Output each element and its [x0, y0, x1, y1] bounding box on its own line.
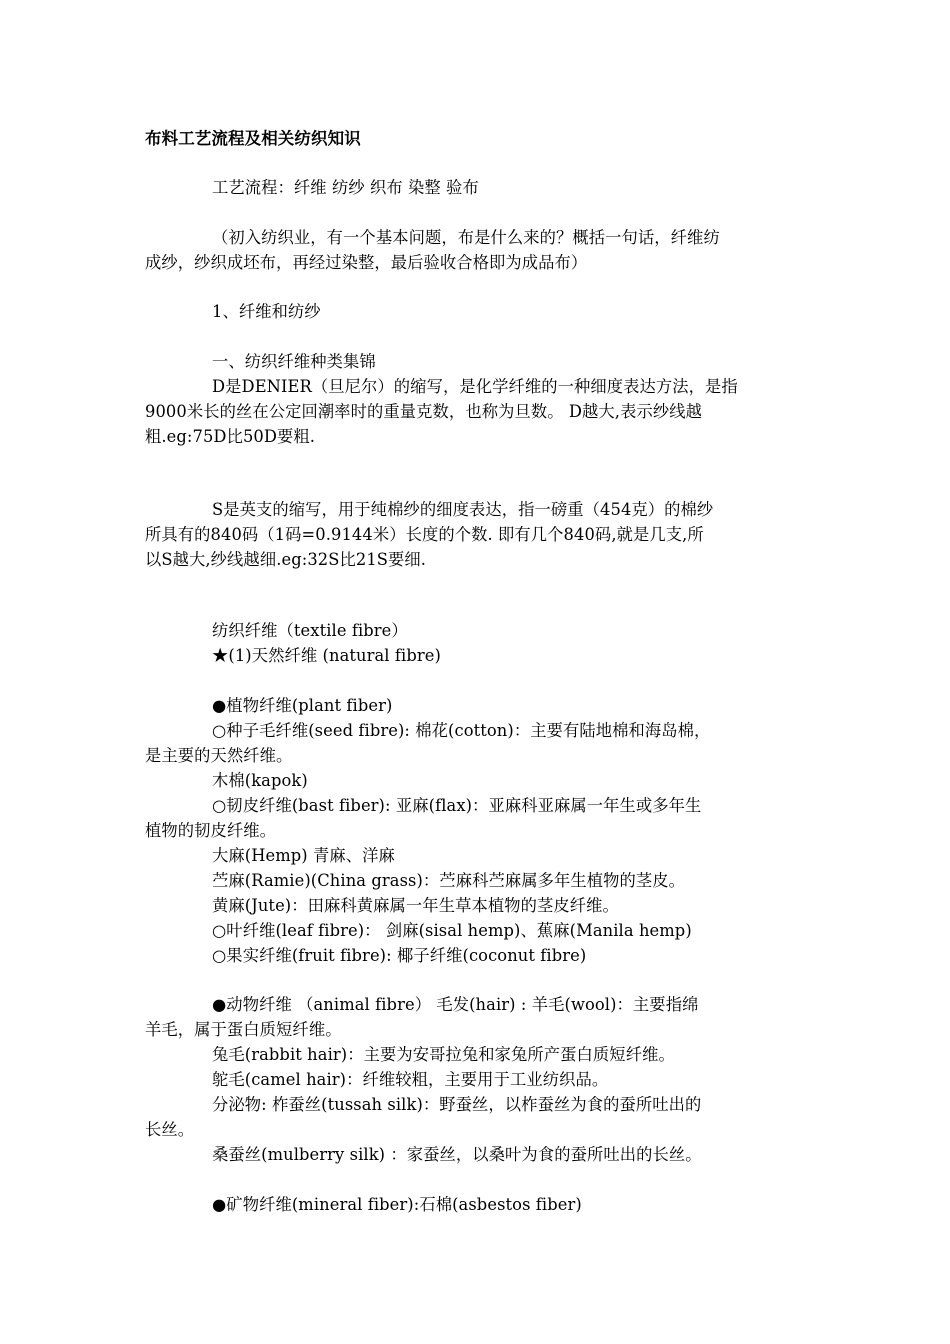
- denier-line-2: 9000米长的丝在公定回潮率时的重量克数，也称为旦数。 D越大,表示纱线越: [145, 402, 702, 421]
- rabbit-hair-line: 兔毛(rabbit hair)：主要为安哥拉兔和家兔所产蛋白质短纤维。: [212, 1045, 675, 1064]
- jute-line: 黄麻(Jute)：田麻科黄麻属一年生草本植物的茎皮纤维。: [212, 896, 619, 915]
- camel-hair-line: 鸵毛(camel hair)：纤维较粗，主要用于工业纺织品。: [212, 1070, 609, 1089]
- bast-fiber-line-1: ○韧皮纤维(bast fiber): 亚麻(flax)：亚麻科亚麻属一年生或多年生: [212, 796, 702, 815]
- tussah-silk-line-1: 分泌物: 柞蚕丝(tussah silk)：野蚕丝，以柞蚕丝为食的蚕所吐出的: [212, 1095, 702, 1114]
- s-count-line-1: S是英支的缩写，用于纯棉纱的细度表达，指一磅重（454克）的棉纱: [212, 500, 714, 519]
- s-count-line-3: 以S越大,纱线越细.eg:32S比21S要细.: [145, 550, 427, 569]
- s-count-line-2: 所具有的840码（1码=0.9144米）长度的个数. 即有几个840码,就是几支,所: [145, 525, 704, 544]
- leaf-fibre-line: ○叶纤维(leaf fibre)： 剑麻(sisal hemp)、蕉麻(Manila hemp): [212, 921, 692, 940]
- animal-fibre-line-1: ●动物纤维 （animal fibre） 毛发(hair) : 羊毛(wool)：主要指绵: [212, 995, 699, 1014]
- animal-fibre-line-2: 羊毛，属于蛋白质短纤维。: [145, 1020, 342, 1039]
- document-title: 布料工艺流程及相关纺织知识: [145, 129, 361, 148]
- textile-fibre-heading: 纺织纤维（textile fibre）: [212, 621, 408, 640]
- fruit-fibre-line: ○果实纤维(fruit fibre): 椰子纤维(coconut fibre): [212, 946, 587, 965]
- subsection-heading: 一、纺织纤维种类集锦: [212, 352, 376, 371]
- mineral-fiber-line: ●矿物纤维(mineral fiber):石棉(asbestos fiber): [212, 1195, 582, 1214]
- intro-line-2: 成纱，纱织成坯布，再经过染整，最后验收合格即为成品布）: [145, 253, 588, 272]
- seed-fibre-line-1: ○种子毛纤维(seed fibre): 棉花(cotton)：主要有陆地棉和海岛棉，: [212, 721, 711, 740]
- denier-line-1: D是DENIER（旦尼尔）的缩写，是化学纤维的一种细度表达方法，是指: [212, 377, 738, 396]
- section-heading-1: 1、纤维和纺纱: [212, 302, 321, 321]
- kapok-line: 木棉(kapok): [212, 771, 308, 790]
- denier-line-3: 粗.eg:75D比50D要粗.: [145, 427, 316, 446]
- ramie-line: 苎麻(Ramie)(China grass)：苎麻科苎麻属多年生植物的茎皮。: [212, 871, 686, 890]
- seed-fibre-line-2: 是主要的天然纤维。: [145, 746, 293, 765]
- mulberry-silk-line: 桑蚕丝(mulberry silk) ：家蚕丝，以桑叶为食的蚕所吐出的长丝。: [212, 1145, 702, 1164]
- tussah-silk-line-2: 长丝。: [145, 1120, 195, 1139]
- process-line: 工艺流程：纤维 纺纱 织布 染整 验布: [212, 178, 479, 197]
- bast-fiber-line-2: 植物的韧皮纤维。: [145, 821, 277, 840]
- natural-fibre-heading: ★(1)天然纤维 (natural fibre): [212, 646, 441, 665]
- plant-fiber-heading: ●植物纤维(plant fiber): [212, 696, 393, 715]
- intro-line-1: （初入纺织业，有一个基本问题，布是什么来的？概括一句话，纤维纺: [212, 228, 720, 247]
- hemp-line: 大麻(Hemp) 青麻、洋麻: [212, 846, 395, 865]
